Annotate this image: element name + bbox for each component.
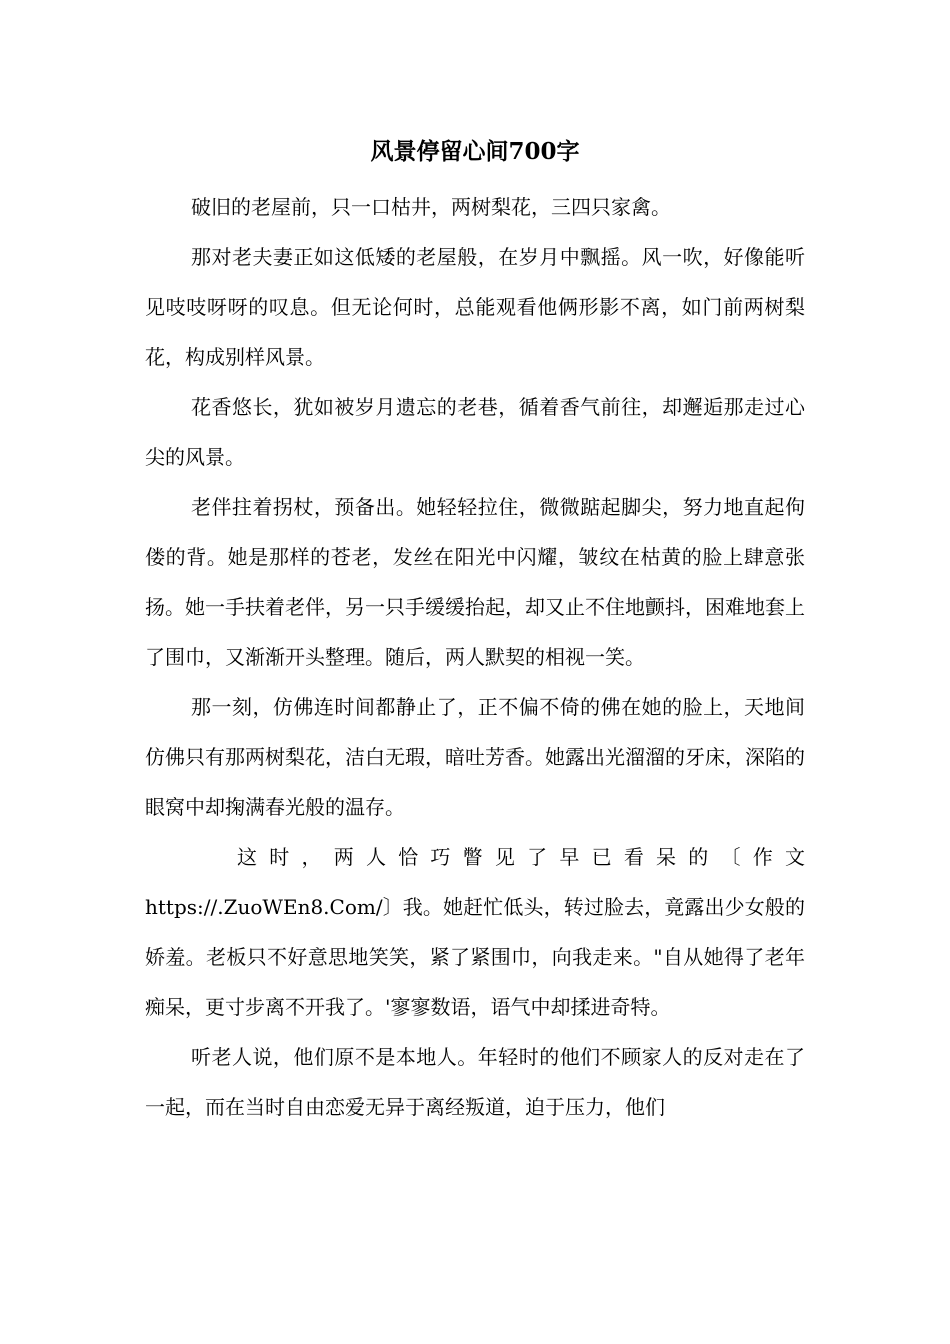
paragraph: 那对老夫妻正如这低矮的老屋般，在岁月中飘摇。风一吹，好像能听见吱吱呀呀的叹息。但无论何时，总能观看他俩形影不离，如门前两树梨花，构成别样风景。 xyxy=(145,245,805,369)
paragraph-rest: https://.ZuoWEn8.Com/〕我。她赶忙低头，转过脸去，竟露出少女般的娇羞。老板只不好意思地笑笑，紧了紧围巾，向我走来。"自从她得了老年痴呆，更寸步离不开我了。'寥寥数语，语气中却揉进奇特。 xyxy=(145,895,805,1019)
paragraph: 那一刻，仿佛连时间都静止了，正不偏不倚的佛在她的脸上，天地间仿佛只有那两树梨花，洁白无瑕，暗吐芳香。她露出光溜溜的牙床，深陷的眼窝中却掬满春光般的温存。 xyxy=(145,695,805,819)
document-body xyxy=(145,182,805,1132)
paragraph: 花香悠长，犹如被岁月遗忘的老巷，循着香气前往，却邂逅那走过心尖的风景。 xyxy=(145,395,805,469)
paragraph xyxy=(145,832,805,1032)
paragraph: 破旧的老屋前，只一口枯井，两树梨花，三四只家禽。 xyxy=(191,195,671,219)
document-title: 风景停留心间700字 xyxy=(370,138,580,165)
paragraph: 老伴拄着拐杖，预备出。她轻轻拉住，微微踮起脚尖，努力地直起佝偻的背。她是那样的苍老，发丝在阳光中闪耀，皱纹在枯黄的脸上肆意张扬。她一手扶着老伴，另一只手缓缓抬起，却又止不住地颤抖，困难地套上了围巾，又渐渐开头整理。随后，两人默契的相视一笑。 xyxy=(145,495,805,669)
paragraph: 听老人说，他们原不是本地人。年轻时的他们不顾家人的反对走在了一起，而在当时自由恋爱无异于离经叛道，迫于压力，他们 xyxy=(145,1045,805,1119)
paragraph-first-line: 这时，两人恰巧瞥见了早已看呆的〔作文 xyxy=(237,845,805,869)
